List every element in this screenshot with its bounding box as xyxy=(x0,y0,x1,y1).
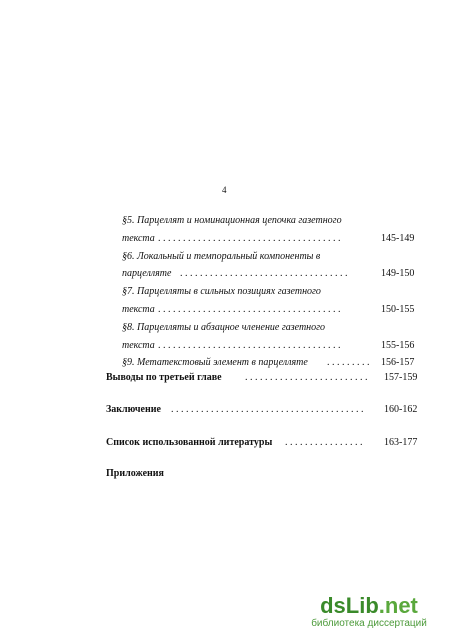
dslib-logo-main: dsLib xyxy=(320,593,379,618)
toc-item-8-continuation: текста xyxy=(122,340,155,351)
toc-item-7-continuation: текста xyxy=(122,304,155,315)
section-bibliography-leader: . . . . . . . . . . . . . . . . xyxy=(285,437,363,448)
dslib-logo xyxy=(294,594,444,618)
toc-item-7-pages: 150-155 xyxy=(381,304,415,315)
toc-item-6-continuation: парцелляте xyxy=(122,268,172,279)
toc-item-9-pages: 156-157 xyxy=(381,357,415,368)
toc-item-8-leader: . . . . . . . . . . . . . . . . . . . . . . . . . . . . . . . . . . . . . xyxy=(158,340,341,351)
page-number: 4 xyxy=(222,185,227,195)
toc-item-9-title: §9. Метатекстовый элемент в парцелляте xyxy=(122,357,308,368)
toc-item-7-title: §7. Парцелляты в сильных позициях газетного xyxy=(122,286,321,297)
toc-item-5-leader: . . . . . . . . . . . . . . . . . . . . . . . . . . . . . . . . . . . . . xyxy=(158,233,341,244)
toc-item-8-pages: 155-156 xyxy=(381,340,415,351)
section-conclusion-pages: 160-162 xyxy=(384,404,418,415)
section-appendices-title: Приложения xyxy=(106,468,164,479)
toc-item-7-leader: . . . . . . . . . . . . . . . . . . . . . . . . . . . . . . . . . . . . . xyxy=(158,304,341,315)
section-conclusions-ch3-leader: . . . . . . . . . . . . . . . . . . . . . . . . . xyxy=(245,372,368,383)
toc-item-6-leader: . . . . . . . . . . . . . . . . . . . . . . . . . . . . . . . . . . xyxy=(180,268,348,279)
section-bibliography-pages: 163-177 xyxy=(384,437,418,448)
section-conclusions-ch3-pages: 157-159 xyxy=(384,372,418,383)
dslib-subtitle: библиотека диссертаций xyxy=(311,618,427,629)
toc-item-5-title: §5. Парцеллят и номинационная цепочка газетного xyxy=(122,215,342,226)
dslib-watermark xyxy=(294,594,444,630)
toc-item-6-title: §6. Локальный и темпоральный компоненты в xyxy=(122,251,321,262)
toc-item-8-title: §8. Парцелляты и абзацное членение газетного xyxy=(122,322,326,333)
toc-item-6-pages: 149-150 xyxy=(381,268,415,279)
section-bibliography-title: Список использованной литературы xyxy=(106,437,273,448)
dslib-logo-tld: .net xyxy=(378,593,418,618)
section-conclusion-title: Заключение xyxy=(106,404,161,415)
section-conclusion-leader: . . . . . . . . . . . . . . . . . . . . . . . . . . . . . . . . . . . . . . . xyxy=(171,404,364,415)
section-conclusions-ch3-title: Выводы по третьей главе xyxy=(106,372,222,383)
toc-item-9-leader: . . . . . . . . . xyxy=(327,357,370,368)
toc-item-5-continuation: текста xyxy=(122,233,155,244)
toc-item-5-pages: 145-149 xyxy=(381,233,415,244)
